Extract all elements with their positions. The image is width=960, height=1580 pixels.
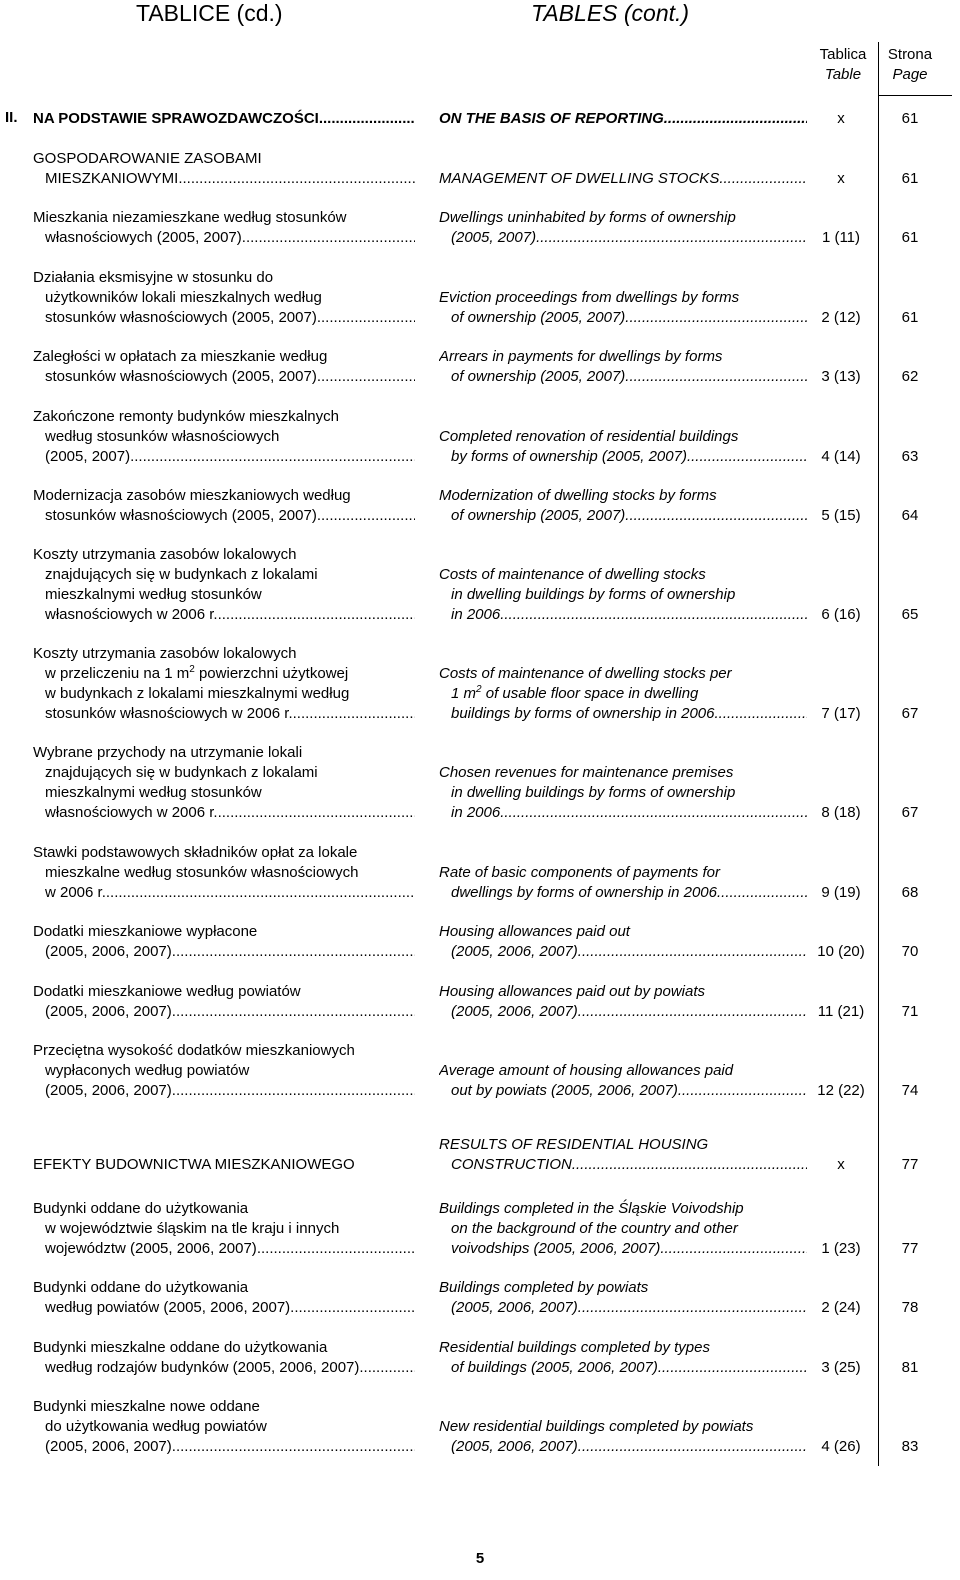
page-number: 83 (901, 1438, 919, 1455)
page-number: 68 (901, 884, 919, 901)
table-number: 6 (16) (821, 606, 861, 623)
entry-text-en: Housing allowances paid out (439, 923, 630, 940)
entry-text-pl: znajdujących się w budynkach z lokalami (45, 566, 318, 583)
column-header-table-en: Table (824, 66, 862, 83)
table-number: 10 (20) (817, 943, 865, 960)
entry-text-en: in 2006 (451, 606, 501, 623)
entry-text-en: dwellings by forms of ownership in 2006 (451, 884, 717, 901)
page-number: 63 (901, 448, 919, 465)
entry-text-pl: stosunków własnościowych (2005, 2007) (45, 368, 317, 385)
entry-text-en: in dwelling buildings by forms of ownership (451, 784, 736, 801)
entry-text-pl: Działania eksmisyjne w stosunku do (33, 269, 274, 286)
entry-text-en: Housing allowances paid out by powiats (439, 983, 705, 1000)
entry-text-pl: (2005, 2007) (45, 448, 131, 465)
page-number: 71 (901, 1003, 919, 1020)
entry-text-en: Costs of maintenance of dwelling stocks per (439, 665, 732, 682)
entry-text-pl: w przeliczeniu na 1 $m^2$ powierzchni użytkowej (45, 664, 349, 682)
entry-text-en: Chosen revenues for maintenance premises (439, 764, 734, 781)
entry-text-pl: Koszty utrzymania zasobów lokalowych (33, 645, 297, 662)
table-number: x (837, 170, 845, 187)
page-number: 70 (901, 943, 919, 960)
table-number: 2 (12) (821, 309, 861, 326)
entry-text-en: Rate of basic components of payments for (439, 864, 720, 881)
column-header-page-en: Page (892, 66, 928, 83)
entry-text-pl: według rodzajów budynków (2005, 2006, 2007). (45, 1359, 364, 1376)
entry-text-pl: Dodatki mieszkaniowe według powiatów (33, 983, 301, 1000)
table-number: 2 (24) (821, 1299, 861, 1316)
page-number: 61 (901, 110, 919, 127)
entry-text-pl: Budynki oddane do użytkowania (33, 1200, 249, 1217)
entry-text-pl: wypłaconych według powiatów (45, 1062, 250, 1079)
column-header-table-pl: Tablica (819, 46, 867, 63)
entry-text-en: voivodships (2005, 2006, 2007) (451, 1240, 661, 1257)
table-number: 12 (22) (817, 1082, 865, 1099)
table-number: 7 (17) (821, 705, 861, 722)
entry-text-pl: (2005, 2006, 2007) (45, 1003, 172, 1020)
page-number: 81 (901, 1359, 919, 1376)
entry-text-en: of buildings (2005, 2006, 2007) (451, 1359, 658, 1376)
entry-text-en: Costs of maintenance of dwelling stocks (439, 566, 706, 583)
entry-text-en: by forms of ownership (2005, 2007) (451, 448, 687, 465)
entry-text-pl: Modernizacja zasobów mieszkaniowych według (33, 487, 351, 504)
entry-text-pl: Stawki podstawowych składników opłat za lokale (33, 844, 358, 861)
table-number: 4 (14) (821, 448, 861, 465)
entry-text-en: 1 $m^2$ of usable floor space in dwelling (451, 684, 699, 702)
column-header-page (880, 45, 940, 85)
column-header-page-pl: Strona (887, 46, 933, 63)
page-number: 77 (901, 1156, 919, 1173)
entry-text-pl: GOSPODAROWANIE ZASOBAMI (33, 150, 262, 167)
entry-text-pl: stosunków własnościowych (2005, 2007) (45, 309, 317, 326)
entry-text-pl: Zakończone remonty budynków mieszkalnych (33, 408, 339, 425)
title-polish: TABLICE (cd.) (136, 0, 283, 26)
entry-text-pl: własnościowych (2005, 2007) (45, 229, 242, 246)
entry-text-en: Eviction proceedings from dwellings by forms (439, 289, 740, 306)
entry-text-en: in dwelling buildings by forms of ownership (451, 586, 736, 603)
page-number: 77 (901, 1240, 919, 1257)
entry-text-en: Residential buildings completed by types (439, 1339, 710, 1356)
entry-text-pl: stosunków własnościowych (2005, 2007) (45, 507, 317, 524)
entry-text-en: RESULTS OF RESIDENTIAL HOUSING (439, 1136, 709, 1153)
entry-text-en: New residential buildings completed by powiats (439, 1418, 754, 1435)
entry-text-pl: własnościowych w 2006 r. (45, 804, 218, 821)
table-number: 9 (19) (821, 884, 861, 901)
entry-text-pl: NA PODSTAWIE SPRAWOZDAWCZOŚCI (33, 110, 319, 127)
table-number: 5 (15) (821, 507, 861, 524)
table-number: 1 (23) (821, 1240, 861, 1257)
page-number: 67 (901, 804, 919, 821)
entry-text-pl: Budynki mieszkalne oddane do użytkowania (33, 1339, 328, 1356)
entry-text-en: (2005, 2006, 2007) (451, 943, 578, 960)
entry-text-pl: w 2006 r. (45, 884, 106, 901)
entry-text-pl: Mieszkania niezamieszkane według stosunków (33, 209, 347, 226)
page-number: 61 (901, 309, 919, 326)
entry-text-en: (2005, 2006, 2007) (451, 1438, 578, 1455)
entry-text-pl: EFEKTY BUDOWNICTWA MIESZKANIOWEGO (33, 1156, 355, 1173)
entry-text-en: of ownership (2005, 2007) (451, 368, 626, 385)
page-number: 64 (901, 507, 919, 524)
table-number: 3 (25) (821, 1359, 861, 1376)
entry-text-en: in 2006 (451, 804, 501, 821)
entry-text-pl: (2005, 2006, 2007) (45, 1082, 172, 1099)
page-number: 78 (901, 1299, 919, 1316)
entry-text-en: Average amount of housing allowances paid (439, 1062, 734, 1079)
header-underline (878, 95, 952, 96)
entry-text-en: Completed renovation of residential buildings (439, 428, 739, 445)
section-number: II. (5, 109, 18, 126)
entry-text-pl: województw (2005, 2006, 2007) (45, 1240, 257, 1257)
entry-text-en: Arrears in payments for dwellings by forms (439, 348, 723, 365)
entry-text-pl: własnościowych w 2006 r. (45, 606, 218, 623)
entry-text-pl: znajdujących się w budynkach z lokalami (45, 764, 318, 781)
entry-text-en: (2005, 2007) (451, 229, 537, 246)
entry-text-pl: Dodatki mieszkaniowe wypłacone (33, 923, 258, 940)
entry-text-en: of ownership (2005, 2007) (451, 507, 626, 524)
entry-text-pl: do użytkowania według powiatów (45, 1418, 267, 1435)
table-number: x (837, 110, 845, 127)
entry-text-pl: (2005, 2006, 2007) (45, 943, 172, 960)
entry-text-pl: w budynkach z lokalami mieszkalnymi według (45, 685, 350, 702)
entry-text-pl: Budynki oddane do użytkowania (33, 1279, 249, 1296)
entry-text-pl: Przeciętna wysokość dodatków mieszkaniowych (33, 1042, 355, 1059)
entry-text-en: Buildings completed by powiats (439, 1279, 649, 1296)
entry-text-pl: (2005, 2006, 2007) (45, 1438, 172, 1455)
table-number: 3 (13) (821, 368, 861, 385)
entry-text-en: Dwellings uninhabited by forms of ownership (439, 209, 736, 226)
entry-text-en: (2005, 2006, 2007) (451, 1003, 578, 1020)
table-number: x (837, 1156, 845, 1173)
entry-text-en: Buildings completed in the Śląskie Voivodship (439, 1200, 744, 1217)
entry-text-en: Modernization of dwelling stocks by forms (439, 487, 717, 504)
entry-text-en: buildings by forms of ownership in 2006 (451, 705, 715, 722)
entry-text-pl: użytkowników lokali mieszkalnych według (45, 289, 322, 306)
table-number: 4 (26) (821, 1438, 861, 1455)
entry-text-pl: mieszkalnymi według stosunków (45, 586, 262, 603)
entry-text-en: on the background of the country and other (451, 1220, 738, 1237)
page-number: 61 (901, 170, 919, 187)
entry-text-en: ON THE BASIS OF REPORTING (439, 110, 664, 127)
entry-text-en: out by powiats (2005, 2006, 2007) (451, 1082, 678, 1099)
entry-text-pl: mieszkalne według stosunków własnościowych (45, 864, 359, 881)
entry-text-en: (2005, 2006, 2007) (451, 1299, 578, 1316)
page-number: 61 (901, 229, 919, 246)
footer-page-number: 5 (475, 1550, 485, 1567)
entry-text-pl: mieszkalnymi według stosunków (45, 784, 262, 801)
entry-text-pl: według powiatów (2005, 2006, 2007) (45, 1299, 291, 1316)
entry-text-pl: Wybrane przychody na utrzymanie lokali (33, 744, 303, 761)
page-number: 65 (901, 606, 919, 623)
column-header-table (810, 45, 876, 85)
entry-text-pl: stosunków własnościowych w 2006 r. (45, 705, 293, 722)
entry-text-pl: MIESZKANIOWYMI (45, 170, 179, 187)
entry-text-en: MANAGEMENT OF DWELLING STOCKS (439, 170, 720, 187)
table-number: 1 (11) (821, 229, 861, 246)
table-number: 8 (18) (821, 804, 861, 821)
entry-text-en: CONSTRUCTION (451, 1156, 572, 1173)
entry-text-pl: Koszty utrzymania zasobów lokalowych (33, 546, 297, 563)
entry-text-pl: Budynki mieszkalne nowe oddane (33, 1398, 260, 1415)
page-number: 62 (901, 368, 919, 385)
table-number: 11 (21) (817, 1003, 865, 1020)
entry-text-pl: Zaległości w opłatach za mieszkanie według (33, 348, 328, 365)
title-english: TABLES (cont.) (531, 0, 690, 26)
entry-text-pl: według stosunków własnościowych (45, 428, 280, 445)
page-number: 67 (901, 705, 919, 722)
entry-text-pl: w województwie śląskim na tle kraju i innych (45, 1220, 340, 1237)
page-number: 74 (901, 1082, 919, 1099)
entry-text-en: of ownership (2005, 2007) (451, 309, 626, 326)
column-divider (878, 42, 879, 1466)
